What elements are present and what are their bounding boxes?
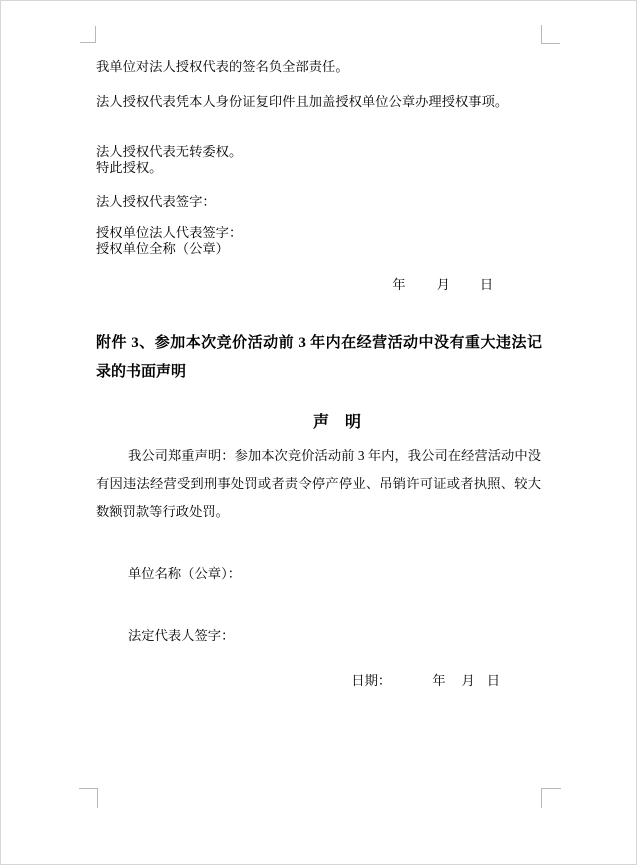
margin-mark-line — [80, 42, 96, 43]
margin-mark-line — [541, 788, 561, 789]
margin-mark-line — [79, 788, 97, 789]
year-label: 年 — [432, 673, 446, 688]
statement-body: 我公司郑重声明：参加本次竞价活动前 3 年内，我公司在经营活动中没有因违法经营受到刑事处罚或者责令停产停业、吊销许可证或者执照、较大数额罚款等行政处罚。 — [96, 448, 541, 519]
unit-name-seal-label: 单位名称（公章）： — [128, 566, 242, 581]
responsibility-statement: 我单位对法人授权代表的签名负全部责任。 — [96, 59, 349, 74]
declaration-date-line — [338, 655, 500, 706]
legal-rep-signature-label: 法定代表人签字： — [128, 628, 235, 643]
margin-mark-line — [97, 788, 98, 808]
margin-mark-line — [541, 43, 560, 44]
hereby-authorize-statement: 特此授权。 — [96, 160, 163, 175]
unit-legal-rep-signature-label: 授权单位法人代表签字： — [96, 225, 243, 240]
authorized-rep-signature-label: 法人授权代表签字： — [96, 194, 216, 209]
date-label: 日期： — [351, 673, 392, 688]
margin-mark-line — [541, 25, 542, 43]
statement-heading: 声 明 — [313, 414, 362, 431]
day-label: 日 — [486, 673, 501, 688]
margin-mark-line — [541, 788, 542, 808]
id-copy-statement: 法人授权代表凭本人身份证复印件且加盖授权单位公章办理授权事项。 — [96, 94, 509, 109]
attachment3-title: 附件 3、参加本次竞价活动前 3 年内在经营活动中没有重大违法记录的书面声明 — [96, 335, 542, 380]
authorization-date-line — [379, 259, 493, 310]
year-label: 年 — [392, 277, 406, 292]
unit-full-name-label: 授权单位全称（公章） — [96, 241, 229, 256]
month-label: 月 — [436, 277, 450, 292]
no-subdelegation-statement: 法人授权代表无转委权。 — [96, 144, 243, 159]
day-label: 日 — [479, 277, 494, 292]
margin-mark-line — [95, 26, 96, 43]
month-label: 月 — [461, 673, 475, 688]
